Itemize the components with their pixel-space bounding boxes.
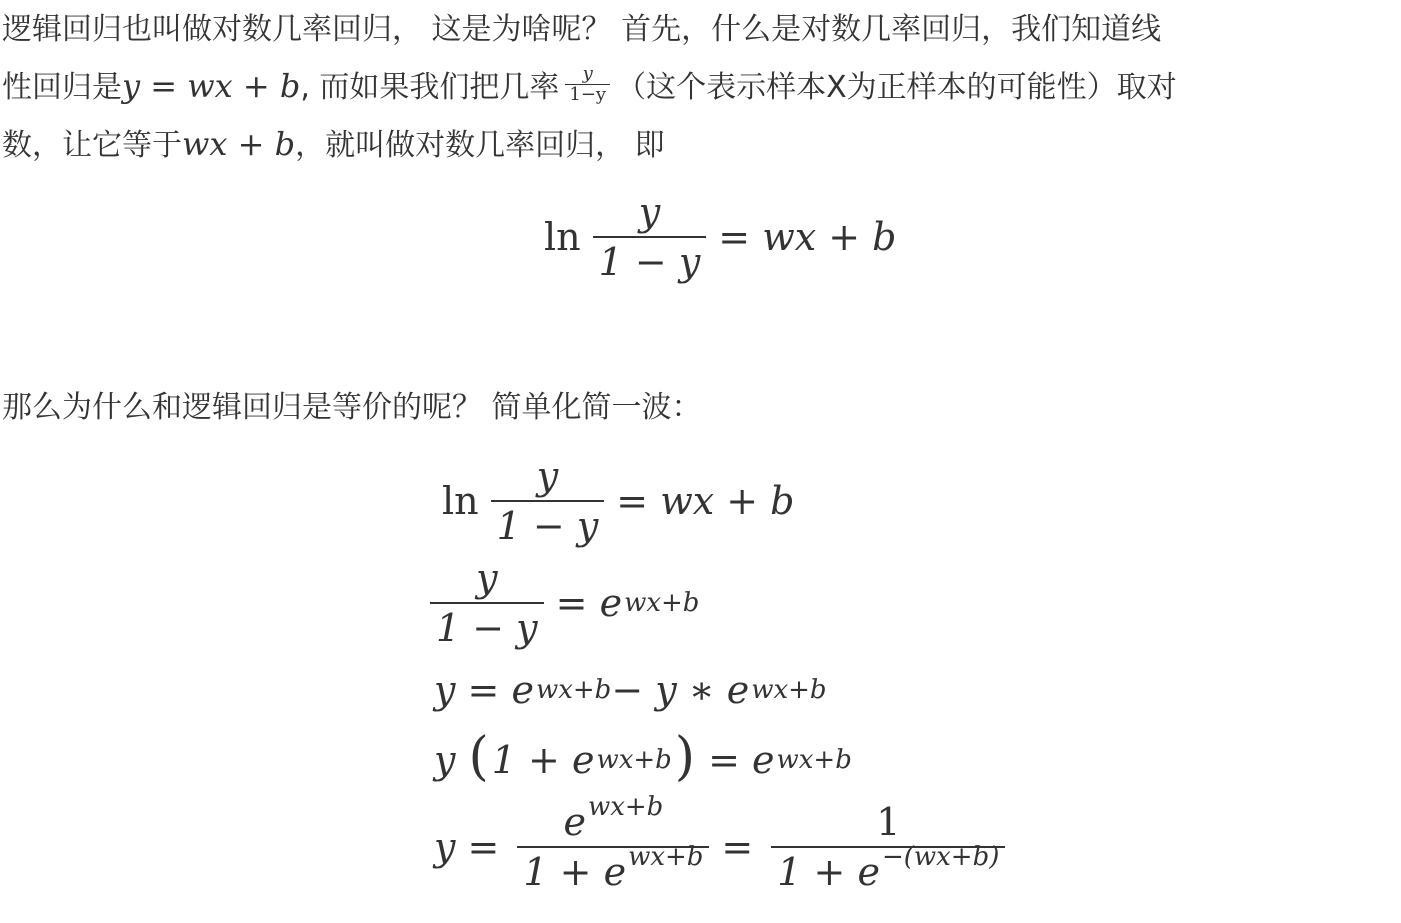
odds-denominator: 1−y: [569, 84, 607, 105]
sigmoid-1-den-base: 1 + e: [523, 850, 627, 894]
derivation-4-inner: 1 + e: [491, 738, 595, 782]
intro-line-2-suffix: （这个表示样本X为正样本的可能性）取对: [616, 70, 1177, 105]
sigmoid-2-den-base: 1 + e: [777, 850, 880, 894]
derivation-1-denominator: 1 − y: [496, 504, 599, 548]
sigmoid-2-den-exponent: −(wx+b): [881, 842, 1000, 872]
derivation-line-3: y = e wx+b − y ∗ e wx+b: [434, 668, 827, 712]
sigmoid-2-denominator: [771, 842, 1005, 894]
derivation-line-5: [434, 792, 1017, 894]
derivation-4-rhs: = e: [708, 738, 775, 782]
sigmoid-1-den-exponent: wx+b: [628, 842, 704, 872]
derivation-1-numerator: y: [536, 454, 559, 498]
intro-line-1: 逻辑回归也叫做对数几率回归， 这是为啥呢？ 首先，什么是对数几率回归，我们知道线: [2, 12, 1162, 47]
derivation-2-numerator: y: [476, 556, 498, 600]
derivation-4-y: y: [434, 738, 456, 782]
sigmoid-1-numerator: [557, 792, 669, 846]
right-paren: ): [674, 727, 696, 787]
sigmoid-fraction-1: [517, 792, 709, 894]
odds-numerator: y: [565, 64, 610, 85]
intro-line-3-suffix: ，就叫做对数几率回归， 即: [295, 128, 665, 163]
left-paren: (: [468, 727, 489, 787]
linear-term-inline: wx + b: [182, 125, 296, 163]
linear-regression-formula: y = wx + b: [122, 67, 301, 105]
sigmoid-1-denominator: [517, 842, 709, 894]
equals-sign: =: [721, 825, 754, 869]
odds-fraction-numerator: y: [638, 190, 661, 234]
sigmoid-fraction-2: [771, 800, 1005, 894]
log-odds-rhs: = wx + b: [718, 215, 897, 259]
intro-line-3-prefix: 数，让它等于: [2, 128, 182, 163]
sigmoid-2-numerator: 1: [876, 800, 901, 844]
question-text: 那么为什么和逻辑回归是等价的呢？ 简单化简一波：: [2, 390, 702, 425]
intro-line-2-mid: , 而如果我们把几率: [300, 70, 560, 105]
log-odds-equation: [544, 190, 897, 284]
ln-operator: ln: [442, 479, 479, 523]
derivation-2-rhs: = e: [555, 581, 623, 625]
sigmoid-1-num-exponent: wx+b: [587, 792, 664, 822]
derivation-line-2: $\frac{y}{1 - y}$ = e wx+b: [430, 556, 699, 650]
odds-inline-fraction: [565, 64, 610, 105]
ln-operator: ln: [544, 215, 581, 259]
sigmoid-1-num-base: e: [563, 800, 586, 844]
odds-fraction-denominator: 1 − y: [598, 240, 701, 284]
derivation-line-1: [442, 454, 795, 548]
derivation-2-fraction: [430, 556, 544, 650]
derivation-line-4: y ( 1 + e wx+b ) = e wx+b: [434, 727, 852, 787]
intro-line-2-prefix: 性回归是: [2, 70, 122, 105]
question-paragraph: [2, 380, 1397, 436]
derivation-3-mid: − y ∗ e: [611, 668, 750, 712]
odds-fraction: [593, 190, 707, 284]
derivation-2-denominator: 1 − y: [436, 606, 538, 650]
derivation-5-lhs: y =: [434, 825, 500, 869]
derivation-3-lhs: y = e: [434, 668, 534, 712]
derivation-1-fraction: [491, 454, 605, 548]
derivation-1-rhs: = wx + b: [616, 479, 795, 523]
intro-paragraph: [2, 2, 1397, 174]
